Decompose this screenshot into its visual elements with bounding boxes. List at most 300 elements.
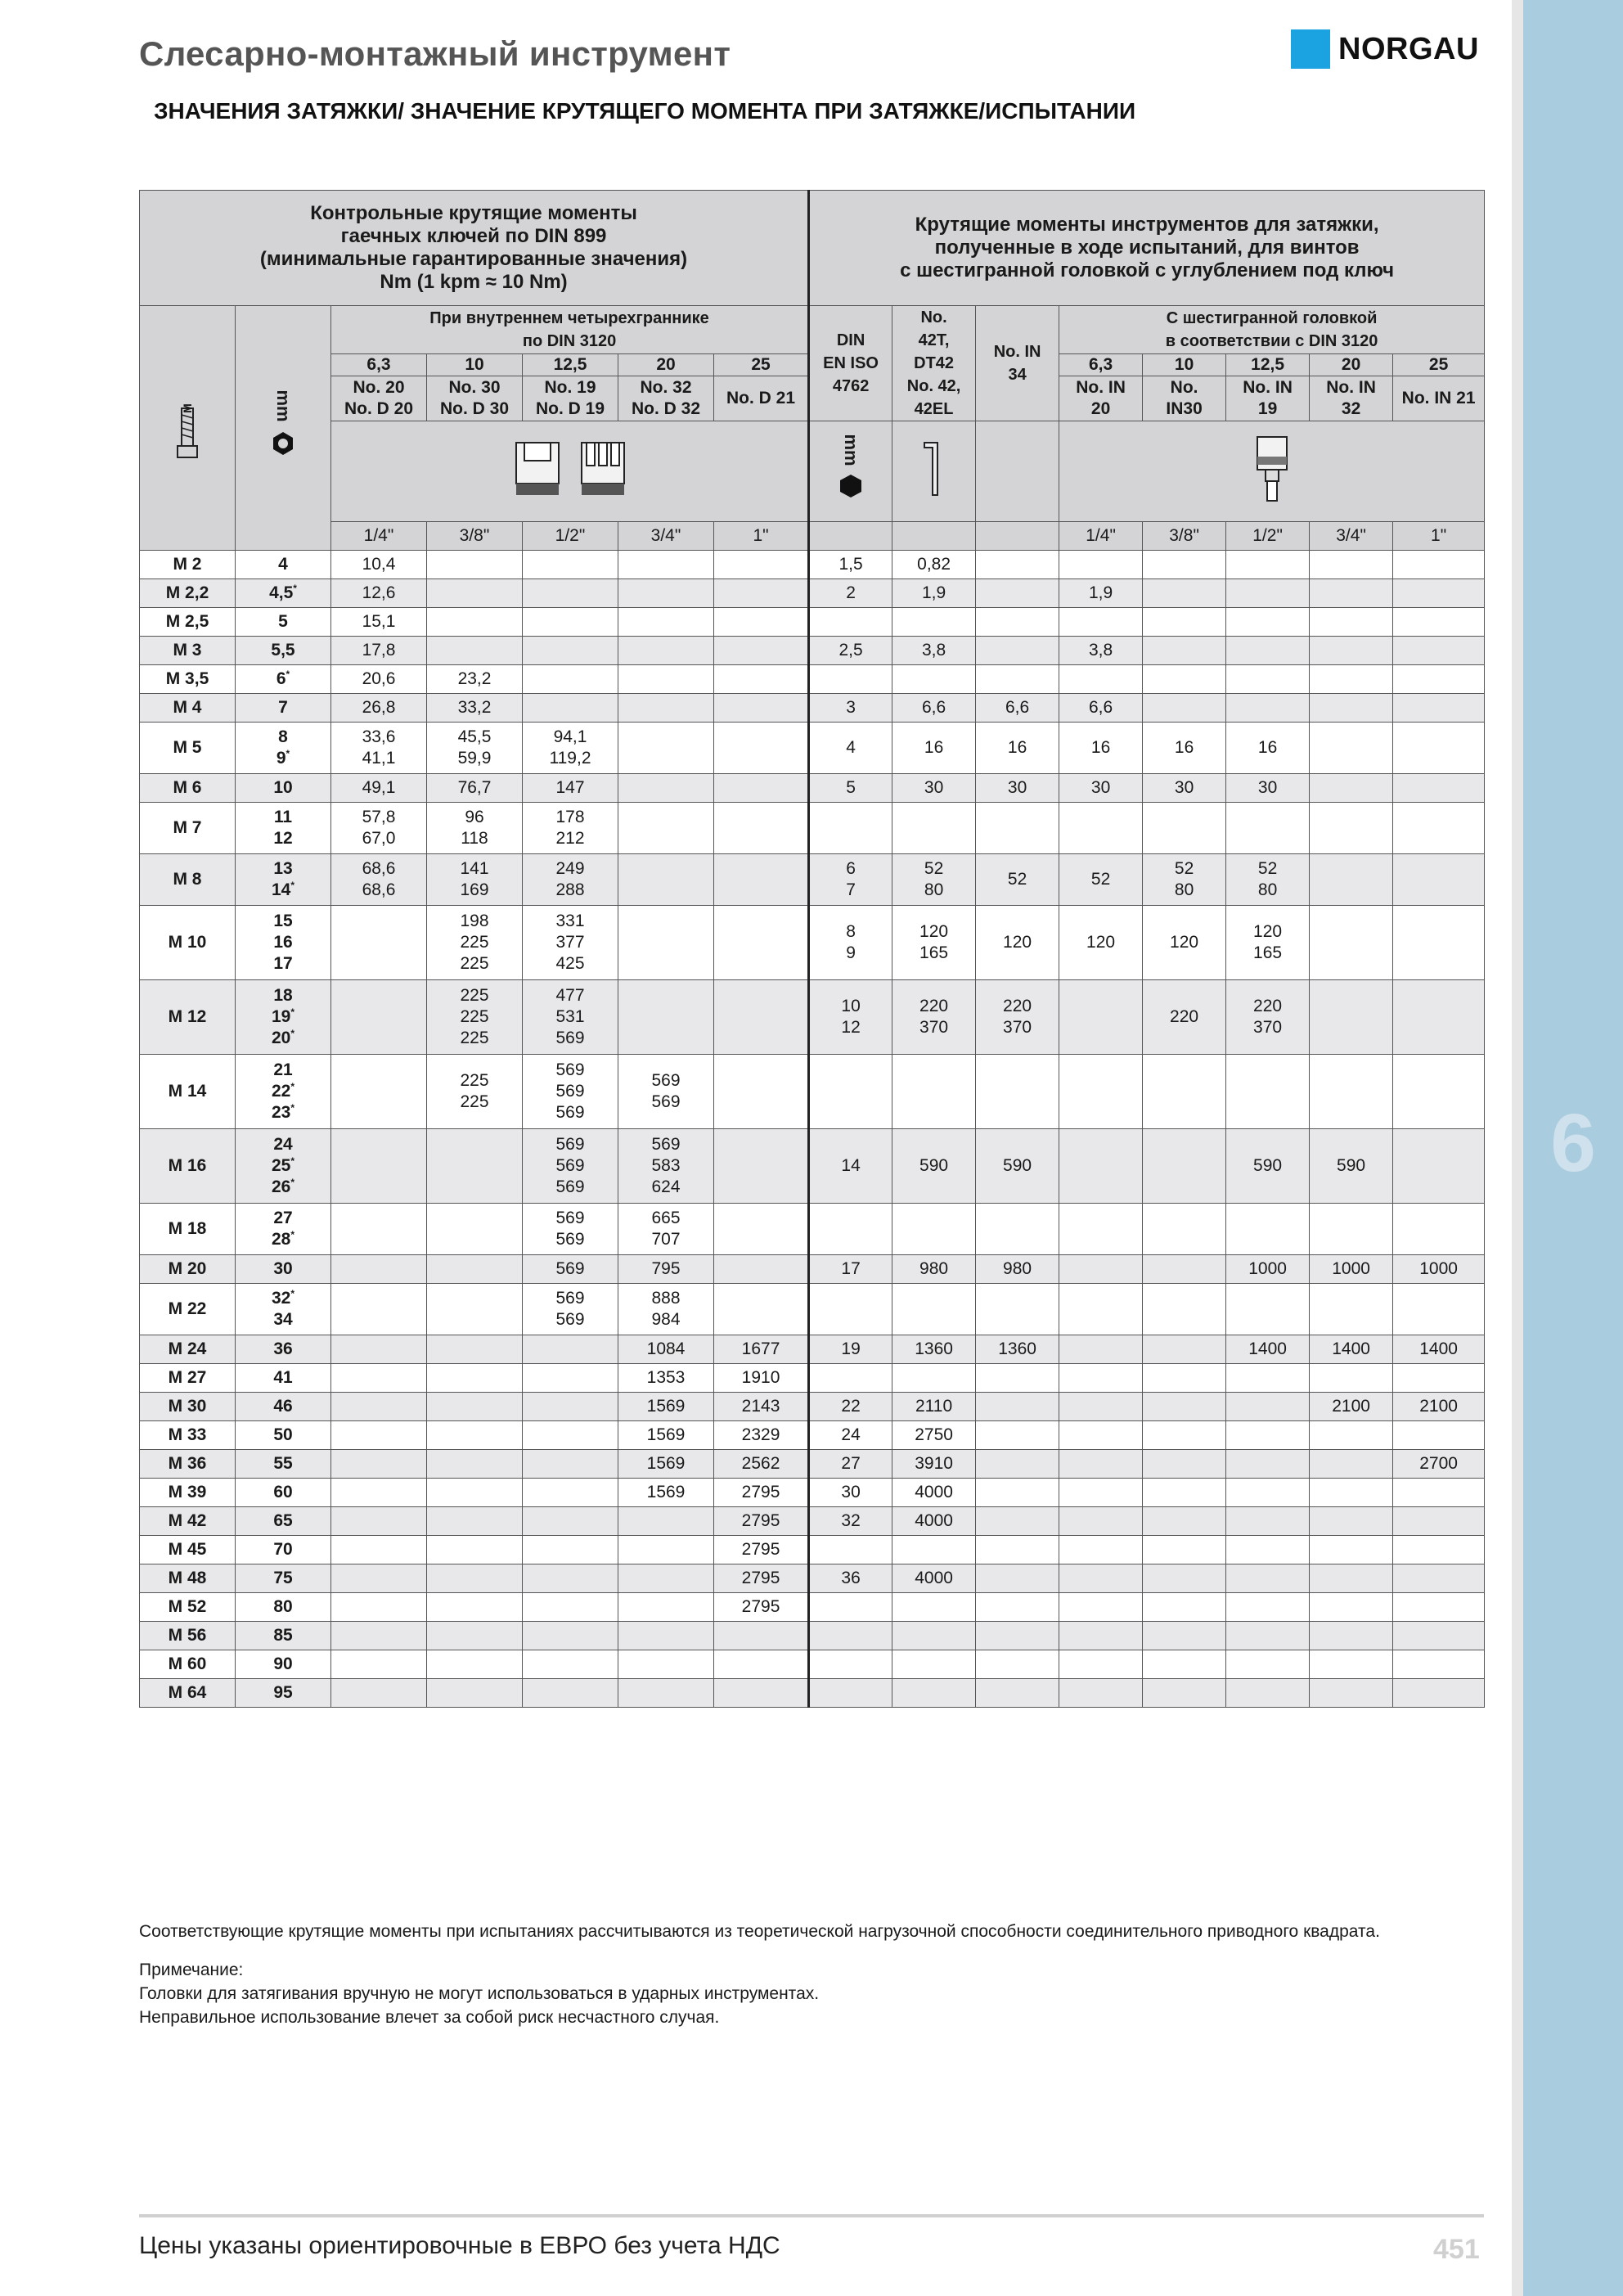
square-torque-value bbox=[523, 1564, 618, 1593]
square-torque-value bbox=[714, 694, 809, 723]
no42-value: 120 165 bbox=[892, 906, 976, 980]
din-value: 5 bbox=[809, 774, 892, 803]
hex-drive-size: 3/8" bbox=[1143, 522, 1226, 551]
thread-size: M 39 bbox=[140, 1479, 236, 1507]
hex-torque-value bbox=[1310, 551, 1393, 579]
hex-torque-value bbox=[1226, 551, 1310, 579]
thread-size: M 52 bbox=[140, 1593, 236, 1622]
hex-torque-value bbox=[1226, 1593, 1310, 1622]
hex-torque-value bbox=[1393, 1364, 1485, 1393]
thread-size: M 64 bbox=[140, 1679, 236, 1708]
square-torque-value bbox=[618, 854, 714, 906]
square-torque-value bbox=[427, 637, 523, 665]
square-torque-value: 2329 bbox=[714, 1421, 809, 1450]
hex-size: 10 bbox=[1143, 353, 1226, 376]
page-title: Слесарно-монтажный инструмент bbox=[139, 34, 731, 73]
hex-torque-value bbox=[1059, 1479, 1143, 1507]
no34-value bbox=[976, 665, 1059, 694]
hex-torque-value: 52 80 bbox=[1226, 854, 1310, 906]
square-model: No. D 21 bbox=[714, 376, 809, 421]
hex-torque-value bbox=[1143, 637, 1226, 665]
hex-torque-value bbox=[1143, 1536, 1226, 1564]
table-row bbox=[140, 694, 1485, 723]
square-torque-value bbox=[618, 637, 714, 665]
hex-model: No. IN 21 bbox=[1393, 376, 1485, 421]
hex-model: No. IN 20 bbox=[1059, 376, 1143, 421]
no34-value bbox=[976, 1536, 1059, 1564]
mm-size: 10 bbox=[236, 774, 331, 803]
square-torque-value: 569 569 bbox=[523, 1204, 618, 1255]
hex-torque-value bbox=[1310, 1364, 1393, 1393]
no42-value: 3,8 bbox=[892, 637, 976, 665]
hex-torque-value bbox=[1059, 551, 1143, 579]
mm-size: 80 bbox=[236, 1593, 331, 1622]
square-torque-value bbox=[427, 1393, 523, 1421]
hex-group-line: в соответствии с DIN 3120 bbox=[1165, 331, 1378, 350]
hex-torque-value bbox=[1059, 1650, 1143, 1679]
thread-size: M 8 bbox=[140, 854, 236, 906]
table-row bbox=[140, 579, 1485, 608]
hex-torque-value bbox=[1143, 1507, 1226, 1536]
m-label: M bbox=[181, 403, 194, 413]
table-row bbox=[140, 803, 1485, 854]
table-row bbox=[140, 1421, 1485, 1450]
hex-torque-value bbox=[1059, 1364, 1143, 1393]
hex-torque-value bbox=[1393, 1479, 1485, 1507]
hex-torque-value bbox=[1393, 774, 1485, 803]
no42-value: 590 bbox=[892, 1129, 976, 1204]
square-torque-value bbox=[714, 1679, 809, 1708]
left-group-header bbox=[140, 191, 809, 306]
mm-size: 13 14* bbox=[236, 854, 331, 906]
hex-torque-value bbox=[1226, 579, 1310, 608]
no34-value bbox=[976, 1450, 1059, 1479]
square-torque-value bbox=[523, 1622, 618, 1650]
din-value: 1,5 bbox=[809, 551, 892, 579]
hex-torque-value bbox=[1143, 1364, 1226, 1393]
square-torque-value bbox=[714, 854, 809, 906]
hex-torque-value: 16 bbox=[1143, 723, 1226, 774]
din-value: 22 bbox=[809, 1393, 892, 1421]
hex-torque-value: 1400 bbox=[1226, 1335, 1310, 1364]
din-value: 36 bbox=[809, 1564, 892, 1593]
socket-images bbox=[331, 421, 809, 522]
hex-torque-value bbox=[1143, 665, 1226, 694]
square-torque-value bbox=[331, 1507, 427, 1536]
hex-torque-value bbox=[1059, 665, 1143, 694]
hex-size: 12,5 bbox=[1226, 353, 1310, 376]
thread-size: M 36 bbox=[140, 1450, 236, 1479]
hex-torque-value bbox=[1143, 1129, 1226, 1204]
hex-group-line: С шестигранной головкой bbox=[1166, 308, 1378, 327]
square-torque-value: 49,1 bbox=[331, 774, 427, 803]
square-torque-value bbox=[427, 1255, 523, 1284]
square-drive-size: 1/2" bbox=[523, 522, 618, 551]
square-torque-value bbox=[714, 665, 809, 694]
square-torque-value bbox=[427, 551, 523, 579]
square-torque-value: 2795 bbox=[714, 1593, 809, 1622]
square-torque-value bbox=[523, 1536, 618, 1564]
hex-torque-value bbox=[1226, 1536, 1310, 1564]
square-drive-size: 1/4" bbox=[331, 522, 427, 551]
no42-value: 2110 bbox=[892, 1393, 976, 1421]
square-torque-value bbox=[427, 1450, 523, 1479]
square-model: No. 19 No. D 19 bbox=[523, 376, 618, 421]
mm-size: 50 bbox=[236, 1421, 331, 1450]
square-torque-value bbox=[523, 1650, 618, 1679]
square-torque-value: 1084 bbox=[618, 1335, 714, 1364]
hex-drive-header bbox=[1059, 306, 1485, 354]
hex-torque-value bbox=[1393, 1129, 1485, 1204]
no34-value: 220 370 bbox=[976, 980, 1059, 1055]
square-torque-value: 2795 bbox=[714, 1536, 809, 1564]
square-torque-value bbox=[523, 1393, 618, 1421]
no34-value: 590 bbox=[976, 1129, 1059, 1204]
hex-torque-value bbox=[1143, 1284, 1226, 1335]
square-torque-value: 2143 bbox=[714, 1393, 809, 1421]
square-torque-value bbox=[618, 1679, 714, 1708]
mm-size: 7 bbox=[236, 694, 331, 723]
note-calculation: Соответствующие крутящие моменты при испытаниях рассчитываются из теоретической нагрузочной способности соединительного приводного квадрата. bbox=[139, 1922, 1380, 1941]
hex-bit-socket-icon bbox=[1248, 432, 1297, 506]
din-header-line: DIN bbox=[836, 331, 865, 349]
table-row bbox=[140, 551, 1485, 579]
hex-torque-value bbox=[1059, 1335, 1143, 1364]
din-header bbox=[809, 306, 892, 421]
thread-size: M 10 bbox=[140, 906, 236, 980]
din-value bbox=[809, 1536, 892, 1564]
din-value bbox=[809, 1593, 892, 1622]
page-subtitle: ЗНАЧЕНИЯ ЗАТЯЖКИ/ ЗНАЧЕНИЕ КРУТЯЩЕГО МОМЕНТА ПРИ ЗАТЯЖКЕ/ИСПЫТАНИИ bbox=[154, 98, 1136, 124]
hex-size: 20 bbox=[1310, 353, 1393, 376]
square-torque-value bbox=[427, 1536, 523, 1564]
hex-torque-value bbox=[1143, 1393, 1226, 1421]
torque-table bbox=[139, 190, 1485, 1708]
square-torque-value bbox=[618, 1536, 714, 1564]
din-value: 8 9 bbox=[809, 906, 892, 980]
hex-torque-value: 52 80 bbox=[1143, 854, 1226, 906]
thread-size: M 3,5 bbox=[140, 665, 236, 694]
square-torque-value bbox=[714, 1622, 809, 1650]
square-torque-value bbox=[523, 551, 618, 579]
table-row bbox=[140, 1204, 1485, 1255]
mm-size: 75 bbox=[236, 1564, 331, 1593]
square-torque-value bbox=[331, 1055, 427, 1129]
hex-torque-value bbox=[1393, 1055, 1485, 1129]
left-header-line: Контрольные крутящие моменты bbox=[310, 202, 637, 224]
hex-torque-value bbox=[1226, 1507, 1310, 1536]
square-group-line: При внутреннем четырехграннике bbox=[429, 308, 709, 327]
no34-header-line: 34 bbox=[1008, 366, 1027, 384]
hex-model: No. IN 19 bbox=[1226, 376, 1310, 421]
hex-torque-value: 220 370 bbox=[1226, 980, 1310, 1055]
hex-torque-value bbox=[1310, 1450, 1393, 1479]
square-torque-value: 225 225 225 bbox=[427, 980, 523, 1055]
square-torque-value bbox=[618, 665, 714, 694]
note-heading: Примечание: bbox=[139, 1961, 244, 1979]
din-value bbox=[809, 1055, 892, 1129]
hex-drive-size: 1/2" bbox=[1226, 522, 1310, 551]
thread-size: M 22 bbox=[140, 1284, 236, 1335]
mm-size: 21 22* 23* bbox=[236, 1055, 331, 1129]
square-torque-value bbox=[331, 1650, 427, 1679]
no42-value: 16 bbox=[892, 723, 976, 774]
hex-torque-value bbox=[1226, 1450, 1310, 1479]
din-value: 3 bbox=[809, 694, 892, 723]
no42-header-line: No. 42, bbox=[906, 377, 961, 395]
no42-value: 220 370 bbox=[892, 980, 976, 1055]
square-torque-value: 569 569 569 bbox=[523, 1055, 618, 1129]
hex-torque-value bbox=[1059, 1204, 1143, 1255]
hex-torque-value bbox=[1393, 1507, 1485, 1536]
square-torque-value bbox=[427, 1479, 523, 1507]
hex-torque-value: 1,9 bbox=[1059, 579, 1143, 608]
hex-model: No. IN30 bbox=[1143, 376, 1226, 421]
square-torque-value bbox=[714, 1650, 809, 1679]
mm-size: 18 19* 20* bbox=[236, 980, 331, 1055]
table-row bbox=[140, 1479, 1485, 1507]
hex-torque-value bbox=[1310, 665, 1393, 694]
thread-size: M 42 bbox=[140, 1507, 236, 1536]
hex-torque-value bbox=[1059, 1055, 1143, 1129]
thread-size: M 12 bbox=[140, 980, 236, 1055]
table-row bbox=[140, 1284, 1485, 1335]
hex-torque-value bbox=[1226, 637, 1310, 665]
thread-size: M 18 bbox=[140, 1204, 236, 1255]
square-torque-value: 147 bbox=[523, 774, 618, 803]
hex-torque-value bbox=[1143, 1679, 1226, 1708]
brand-name: NORGAU bbox=[1338, 31, 1479, 66]
hex-torque-value bbox=[1310, 1650, 1393, 1679]
square-torque-value bbox=[714, 1129, 809, 1204]
square-torque-value bbox=[523, 579, 618, 608]
square-torque-value: 569 583 624 bbox=[618, 1129, 714, 1204]
thread-size: M 48 bbox=[140, 1564, 236, 1593]
square-torque-value bbox=[714, 637, 809, 665]
hex-torque-value bbox=[1226, 1364, 1310, 1393]
square-torque-value bbox=[714, 1204, 809, 1255]
hex-torque-value bbox=[1143, 1335, 1226, 1364]
hex-drive-size: 1/4" bbox=[1059, 522, 1143, 551]
mm-size: 4 bbox=[236, 551, 331, 579]
hex-model: No. IN 32 bbox=[1310, 376, 1393, 421]
no42-header-line: DT42 bbox=[914, 354, 955, 372]
square-torque-value: 1569 bbox=[618, 1450, 714, 1479]
din-value bbox=[809, 803, 892, 854]
no34-value bbox=[976, 1479, 1059, 1507]
hex-torque-value: 1000 bbox=[1226, 1255, 1310, 1284]
hex-torque-value bbox=[1226, 1622, 1310, 1650]
hex-torque-value: 120 bbox=[1143, 906, 1226, 980]
square-torque-value bbox=[331, 906, 427, 980]
no34-drive-blank bbox=[976, 522, 1059, 551]
hex-torque-value: 1400 bbox=[1393, 1335, 1485, 1364]
table-row bbox=[140, 980, 1485, 1055]
square-torque-value: 569 569 bbox=[618, 1055, 714, 1129]
no34-value bbox=[976, 1421, 1059, 1450]
hex-torque-value: 16 bbox=[1059, 723, 1143, 774]
square-torque-value: 17,8 bbox=[331, 637, 427, 665]
no42-value bbox=[892, 608, 976, 637]
hex-torque-value bbox=[1059, 1564, 1143, 1593]
hex-torque-value bbox=[1393, 1284, 1485, 1335]
hex-torque-value: 30 bbox=[1059, 774, 1143, 803]
square-drive-header bbox=[331, 306, 809, 354]
thread-size: M 45 bbox=[140, 1536, 236, 1564]
no34-value: 980 bbox=[976, 1255, 1059, 1284]
hex-socket-image bbox=[1059, 421, 1485, 522]
thread-size: M 16 bbox=[140, 1129, 236, 1204]
table-row bbox=[140, 906, 1485, 980]
m-thread-header bbox=[140, 306, 236, 551]
hex-torque-value bbox=[1226, 1564, 1310, 1593]
page-number: 451 bbox=[1433, 2234, 1480, 2265]
square-torque-value bbox=[331, 1479, 427, 1507]
hex-torque-value bbox=[1310, 723, 1393, 774]
socket-icon bbox=[500, 436, 639, 502]
square-torque-value bbox=[714, 551, 809, 579]
hex-torque-value bbox=[1393, 1650, 1485, 1679]
hex-torque-value bbox=[1310, 854, 1393, 906]
square-torque-value: 569 569 569 bbox=[523, 1129, 618, 1204]
hex-drive-size: 3/4" bbox=[1310, 522, 1393, 551]
hex-torque-value bbox=[1393, 1593, 1485, 1622]
hex-torque-value: 220 bbox=[1143, 980, 1226, 1055]
note-manual-use: Головки для затягивания вручную не могут использоваться в ударных инструментах. bbox=[139, 1984, 820, 2003]
no34-value: 6,6 bbox=[976, 694, 1059, 723]
hex-torque-value: 2100 bbox=[1393, 1393, 1485, 1421]
mm-size: 41 bbox=[236, 1364, 331, 1393]
no34-value: 30 bbox=[976, 774, 1059, 803]
hex-torque-value bbox=[1393, 1421, 1485, 1450]
din-value bbox=[809, 1622, 892, 1650]
hex-torque-value: 2100 bbox=[1310, 1393, 1393, 1421]
no42-value bbox=[892, 1593, 976, 1622]
no42-value: 1360 bbox=[892, 1335, 976, 1364]
square-torque-value bbox=[618, 694, 714, 723]
allen-key-icon bbox=[918, 436, 951, 502]
hex-torque-value bbox=[1310, 980, 1393, 1055]
thread-size: M 33 bbox=[140, 1421, 236, 1450]
mm-size: 95 bbox=[236, 1679, 331, 1708]
hex-torque-value bbox=[1310, 1204, 1393, 1255]
square-torque-value bbox=[331, 1284, 427, 1335]
sidebar-stripe bbox=[1512, 0, 1523, 2296]
square-model: No. 32 No. D 32 bbox=[618, 376, 714, 421]
square-torque-value bbox=[331, 1204, 427, 1255]
square-torque-value bbox=[714, 1055, 809, 1129]
square-torque-value: 249 288 bbox=[523, 854, 618, 906]
square-torque-value: 1569 bbox=[618, 1479, 714, 1507]
table-row bbox=[140, 1536, 1485, 1564]
table-row bbox=[140, 1679, 1485, 1708]
square-torque-value bbox=[714, 803, 809, 854]
square-torque-value bbox=[427, 1204, 523, 1255]
square-torque-value bbox=[714, 723, 809, 774]
square-torque-value: 198 225 225 bbox=[427, 906, 523, 980]
left-header-line: гаечных ключей по DIN 899 bbox=[340, 225, 607, 247]
square-torque-value bbox=[331, 1364, 427, 1393]
hex-torque-value: 30 bbox=[1143, 774, 1226, 803]
square-torque-value bbox=[523, 1364, 618, 1393]
mm-size: 24 25* 26* bbox=[236, 1129, 331, 1204]
hex-torque-value bbox=[1226, 1204, 1310, 1255]
hex-torque-value: 30 bbox=[1226, 774, 1310, 803]
thread-size: M 30 bbox=[140, 1393, 236, 1421]
hex-torque-value bbox=[1310, 1593, 1393, 1622]
no42-value: 3910 bbox=[892, 1450, 976, 1479]
din-value bbox=[809, 608, 892, 637]
hex-torque-value bbox=[1143, 1622, 1226, 1650]
square-torque-value bbox=[523, 1450, 618, 1479]
no42-value bbox=[892, 1204, 976, 1255]
square-torque-value: 795 bbox=[618, 1255, 714, 1284]
hex-torque-value bbox=[1393, 579, 1485, 608]
din-value: 24 bbox=[809, 1421, 892, 1450]
brand-logo bbox=[1291, 28, 1479, 70]
hex-torque-value bbox=[1393, 723, 1485, 774]
hex-torque-value bbox=[1059, 980, 1143, 1055]
hex-torque-value bbox=[1059, 1421, 1143, 1450]
din-header-line: EN ISO bbox=[823, 354, 879, 372]
square-torque-value: 2562 bbox=[714, 1450, 809, 1479]
hex-torque-value bbox=[1059, 1284, 1143, 1335]
no42-value bbox=[892, 1679, 976, 1708]
square-torque-value bbox=[618, 608, 714, 637]
din-value: 32 bbox=[809, 1507, 892, 1536]
square-torque-value bbox=[427, 1564, 523, 1593]
no34-value: 1360 bbox=[976, 1335, 1059, 1364]
square-torque-value: 1569 bbox=[618, 1393, 714, 1421]
mm-size: 85 bbox=[236, 1622, 331, 1650]
hex-torque-value bbox=[1310, 694, 1393, 723]
square-torque-value: 68,6 68,6 bbox=[331, 854, 427, 906]
hex-torque-value bbox=[1059, 1679, 1143, 1708]
no34-value bbox=[976, 1507, 1059, 1536]
no34-value bbox=[976, 579, 1059, 608]
no34-value bbox=[976, 1564, 1059, 1593]
thread-size: M 3 bbox=[140, 637, 236, 665]
no34-value bbox=[976, 551, 1059, 579]
square-torque-value bbox=[331, 1679, 427, 1708]
no34-value bbox=[976, 1650, 1059, 1679]
hex-torque-value: 120 165 bbox=[1226, 906, 1310, 980]
thread-size: M 7 bbox=[140, 803, 236, 854]
hex-torque-value: 3,8 bbox=[1059, 637, 1143, 665]
right-header-line: полученные в ходе испытаний, для винтов bbox=[934, 236, 1360, 259]
square-torque-value bbox=[523, 637, 618, 665]
square-torque-value bbox=[331, 1593, 427, 1622]
hex-torque-value bbox=[1226, 1679, 1310, 1708]
square-torque-value: 1353 bbox=[618, 1364, 714, 1393]
din-value bbox=[809, 1650, 892, 1679]
square-torque-value bbox=[714, 579, 809, 608]
left-header-line: (минимальные гарантированные значения) bbox=[259, 248, 688, 270]
table-row bbox=[140, 1255, 1485, 1284]
no34-value bbox=[976, 1364, 1059, 1393]
hex-drive-size: 1" bbox=[1393, 522, 1485, 551]
mm-size: 60 bbox=[236, 1479, 331, 1507]
no34-value bbox=[976, 1622, 1059, 1650]
square-torque-value bbox=[618, 980, 714, 1055]
mm-size: 6* bbox=[236, 665, 331, 694]
square-torque-value bbox=[331, 1421, 427, 1450]
square-torque-value bbox=[523, 694, 618, 723]
mm-size: 30 bbox=[236, 1255, 331, 1284]
square-torque-value bbox=[714, 1284, 809, 1335]
square-torque-value bbox=[331, 1622, 427, 1650]
right-header-line: Крутящие моменты инструментов для затяжки, bbox=[915, 214, 1379, 236]
